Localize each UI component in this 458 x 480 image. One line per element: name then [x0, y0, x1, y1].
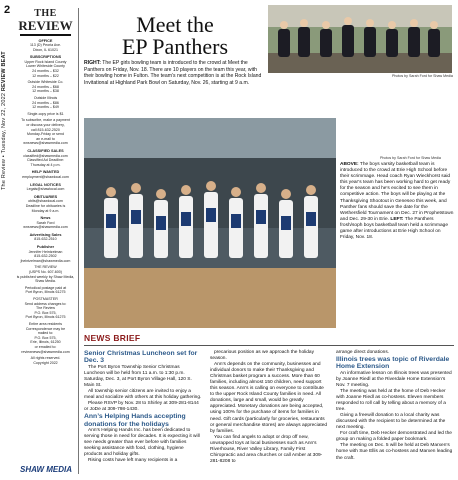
news-line: Sarah Ford: [36, 220, 55, 225]
legal-block-line: The Review: [36, 306, 55, 311]
brief-paragraph: The meeting on Dec. 5 will be held at Deb Marxen’s home with Sue Ellis as co-hostess and Marxen leading the craft.: [336, 443, 453, 461]
office-heading: OFFICE: [38, 38, 53, 43]
obituaries-heading: OBITUARIES: [33, 194, 58, 199]
strip-date: Tuesday, Nov 22, 2022: [1, 92, 7, 154]
ads-line: 815-632-2510: [34, 237, 57, 242]
subscriptions-heading: SUBSCRIPTIONS: [29, 55, 62, 60]
legal-block-line: mailed to:: [37, 331, 54, 336]
legal-block-line: Send address changes to:: [24, 301, 67, 306]
ads-heading: Advertising Sales: [29, 232, 62, 237]
brief-column-3: [336, 350, 454, 465]
classified-line: Classified Ad Deadline:: [27, 158, 64, 163]
brief-headline: Ann’s Helping Hands accepting donations for the holidays: [84, 413, 186, 428]
brief-paragraph: The Port Byron Township Senior Christmas Luncheon will be held from 11 a.m. to 1:30 p.m. Saturday, Dec. 3, at Port Byron Village Hall, 120 S. Main St.: [84, 364, 192, 388]
subscriptions-line: 24 months – $86: [32, 100, 59, 105]
legal-block-line: Correspondence may be: [25, 326, 66, 331]
brief-paragraph: arrange direct donations.: [336, 350, 390, 355]
subscriptions-line: Outside Illinois: [33, 96, 58, 101]
brief-paragraph: Ann’s depends on the community, businesses and individual donors to make their Thanksgiving and Christmas basket program a success. More than 60 families, including almost 150 children, need support this season. Ann’s is calling on everyone to contribute to the upper Rock Island County families in need. All donations, large and small, would be greatly appreciated. Monetary donations are being accepted, using 100% for the purchase of items for families in need. Gift cards (particularly for groceries, restaurants or general merchandise stores) are always appreciated by families.: [210, 362, 328, 434]
intro-lead: RIGHT:: [84, 60, 101, 66]
brief-paragraph: precarious position as we approach the holiday season.: [210, 350, 314, 362]
news-heading: News: [40, 216, 51, 221]
photo-credit-top: Photos by Sarah Ford for Shaw Media: [392, 74, 453, 78]
caption-lead-left: LEFT:: [390, 216, 404, 222]
news-line: wnsnews@shawmedia.com: [23, 225, 68, 230]
brief-column-1: [84, 350, 202, 465]
photo-caption: [340, 162, 454, 241]
contact-line: To subscribe, make a payment: [21, 118, 70, 123]
photo-credit-mid: Photos by Sarah Ford for Shaw Media: [380, 156, 441, 160]
subscriptions-line: 24 months – $32: [32, 69, 59, 74]
vertical-strip: [0, 0, 14, 480]
legal-block-line: All rights reserved.: [30, 356, 61, 361]
subscriptions-line: Upper Rock Island County: [24, 59, 67, 64]
legal-block-line: Port Byron, Illinois 61275: [25, 315, 66, 320]
legal-block-line: Periodical postage paid at: [24, 285, 67, 290]
brief-paragraph: For craft time, Deb Hecker demonstrated and led the group on making a folded paper bookmark.: [336, 431, 452, 443]
office-line: 113 (D) Peoria Ave.: [29, 43, 62, 48]
legal-block-line: THE REVIEW: [34, 265, 57, 270]
masthead-rule: [20, 34, 71, 36]
brief-headline: Illinois trees was topic of Riverdale Home Extension: [336, 356, 450, 371]
subscriptions-line: Outside Whiteside Co.: [27, 80, 64, 85]
obituaries-line: Monday at 9 a.m.: [31, 208, 60, 213]
strip-edition: The Review: [1, 158, 7, 190]
brief-paragraph: Giving a freewill donation to a local charity was discussed with the recipient to be determined at the next meeting.: [336, 413, 446, 431]
legal-block-line: Erie, Illinois, 61250: [30, 340, 61, 345]
subscriptions-line: 12 months – $49: [32, 105, 59, 110]
subscriptions-line: 24 months – $68: [32, 84, 59, 89]
help-line: employment@shawlocal.com: [22, 174, 69, 179]
news-brief-label: NEWS BRIEF: [84, 333, 141, 343]
legal-block-line: Entire area residents: [28, 321, 63, 326]
subscriptions-line: 12 months – $22: [32, 73, 59, 78]
legal-block-line: Shaw Media.: [35, 279, 56, 284]
legal-heading: LEGAL NOTICES: [30, 182, 61, 187]
strip-text: The Review • Tuesday, Nov 22, 2022 REVIEW BEAT: [1, 51, 7, 190]
contact-line: Monday-Friday or send: [27, 132, 64, 137]
legal-block-line: P.O. Box 575,: [34, 310, 57, 315]
masthead-name: REVIEW: [18, 18, 73, 33]
classified-line: classified@shawmedia.com: [23, 153, 68, 158]
caption-lead: ABOVE:: [340, 162, 359, 167]
page-number: 2: [3, 4, 11, 16]
contact-line: call 815-632-2520: [31, 127, 60, 132]
bowling-team-photo: [268, 5, 452, 73]
brief-column-2: [210, 350, 328, 465]
subscriptions-line: Single-copy price is $1: [27, 111, 64, 116]
masthead-the: THE: [34, 8, 57, 19]
strip-section: REVIEW BEAT: [1, 51, 7, 92]
brief-paragraph: You can find angels to adopt or drop off new, unwrapped toys at local businesses such as Ann’s Riverhouse, River Valley Library, Family First Chiropractic and area churches or call Amber at 309-281-8208 to: [210, 434, 323, 464]
brief-paragraph: An informative lesson on Illinois trees was presented by Joanne Riedl at the Riverdale Home Extension’s Nov. 7 meeting.: [336, 370, 452, 388]
subscriptions-line: Lower Whiteside County: [26, 64, 65, 69]
classified-heading: CLASSIFIED SALES: [27, 148, 64, 153]
caption-text: The boys varsity basketball team is introduced to the crowd at Erie High School before their scrimmage. Head coach Ryan Wieckhorst said this year’s team has been working hard to get ready for the season and he’s excited to see them in competitive action. The boys will be playing at the Thanksgiving Shootout in Geneseo this week, and Panther fans should save the date for the Wethersfield Tournament on Dec. 27 in Prophetstown and Dec. 29-30 in Erie.: [340, 162, 454, 222]
publisher-line: jheintzelman@shawmedia.com: [20, 258, 71, 263]
legal-block-line: or emailed to:: [34, 344, 57, 349]
news-brief-section: [84, 333, 454, 465]
basketball-team-photo: [84, 118, 336, 328]
brief-paragraph: All township senior citizens are invited to enjoy a meal and socialize with others at this holiday gathering.: [84, 389, 202, 401]
headline-line-1: Meet the: [136, 12, 214, 37]
classified-line: Thursday at 4 p.m.: [30, 162, 61, 167]
headline-line-2: EP Panthers: [121, 34, 229, 59]
column-divider: [78, 8, 79, 474]
brief-paragraph: Please RSVP by Nov. 28 to Shirley at 309-281-8144 or JoDe at 309-798-1430.: [84, 401, 199, 413]
publisher-heading: Publisher: [36, 245, 55, 250]
subscriptions-line: 12 months – $38: [32, 89, 59, 94]
publisher-line: Jennifer Heintzelman: [28, 249, 63, 254]
legal-block-line: P.O. Box 575,: [34, 335, 57, 340]
news-brief-rule: [84, 345, 454, 346]
contact-line: or discuss your delivery,: [26, 123, 65, 127]
brief-paragraph: Ann’s Helping Hands Inc. has been dedicated to serving those in need for decades. It is expecting it will see needs greater than ever before with families seeking assistance with food, clothing, hygiene products and holiday gifts.: [84, 428, 200, 458]
intro-text: The EP girls bowling team is introduced to the crowd at Meet the Panthers on Friday, Nov. 18. There are 10 players on the team this year, with their bowling home in Fulton. The team’s next competition is at the Rock Island Invitational at Highland Park Bowl on Saturday, Nov. 26, starting at 9 a.m.: [84, 60, 262, 86]
obituaries-line: obits@shawlocal.com: [28, 199, 63, 204]
legal-line: Legals@shawlocal.com: [26, 187, 65, 192]
legal-block-line: Copyright 2022: [33, 360, 58, 365]
masthead-sidebar: [14, 0, 77, 480]
legal-block-line: Port Byron, Illinois 61275: [25, 290, 66, 295]
legal-block-line: is published weekly by Shaw Media,: [16, 274, 75, 279]
contact-line: wnsnews@shawmedia.com: [23, 141, 68, 146]
brief-paragraph: Rising costs have left many recipients in a: [88, 458, 178, 464]
brief-headline: Senior Christmas Luncheon set for Dec. 3: [84, 350, 198, 365]
office-line: Dixon, IL 61021: [32, 47, 59, 52]
brief-paragraph: The meeting was held at the home of Deb Hecker with Joanne Riedl as co-hostess. Eleven members responded to roll call by telling about a memory of a tree.: [336, 389, 446, 413]
shaw-media-logo: SHAW MEDIA: [20, 465, 72, 474]
legal-block-line: (USPS No. 607-600): [29, 270, 62, 275]
obituaries-line: Deadline for obituaries is: [25, 203, 66, 208]
legal-block-line: reviewnews@shawmedia.com: [21, 349, 70, 354]
intro-caption: [84, 60, 264, 86]
contact-line: an e-mail to: [36, 136, 55, 141]
feature-headline: [95, 14, 255, 58]
caption-text-left: The Panthers frosh/soph boys basketball team held a scrimmage game after introductions at Erie High School on Friday, Nov. 18.: [340, 216, 448, 241]
legal-block-line: POSTMASTER: [33, 297, 58, 301]
publisher-line: 815-632-2502: [34, 254, 57, 259]
help-heading: HELP WANTED: [31, 170, 60, 175]
